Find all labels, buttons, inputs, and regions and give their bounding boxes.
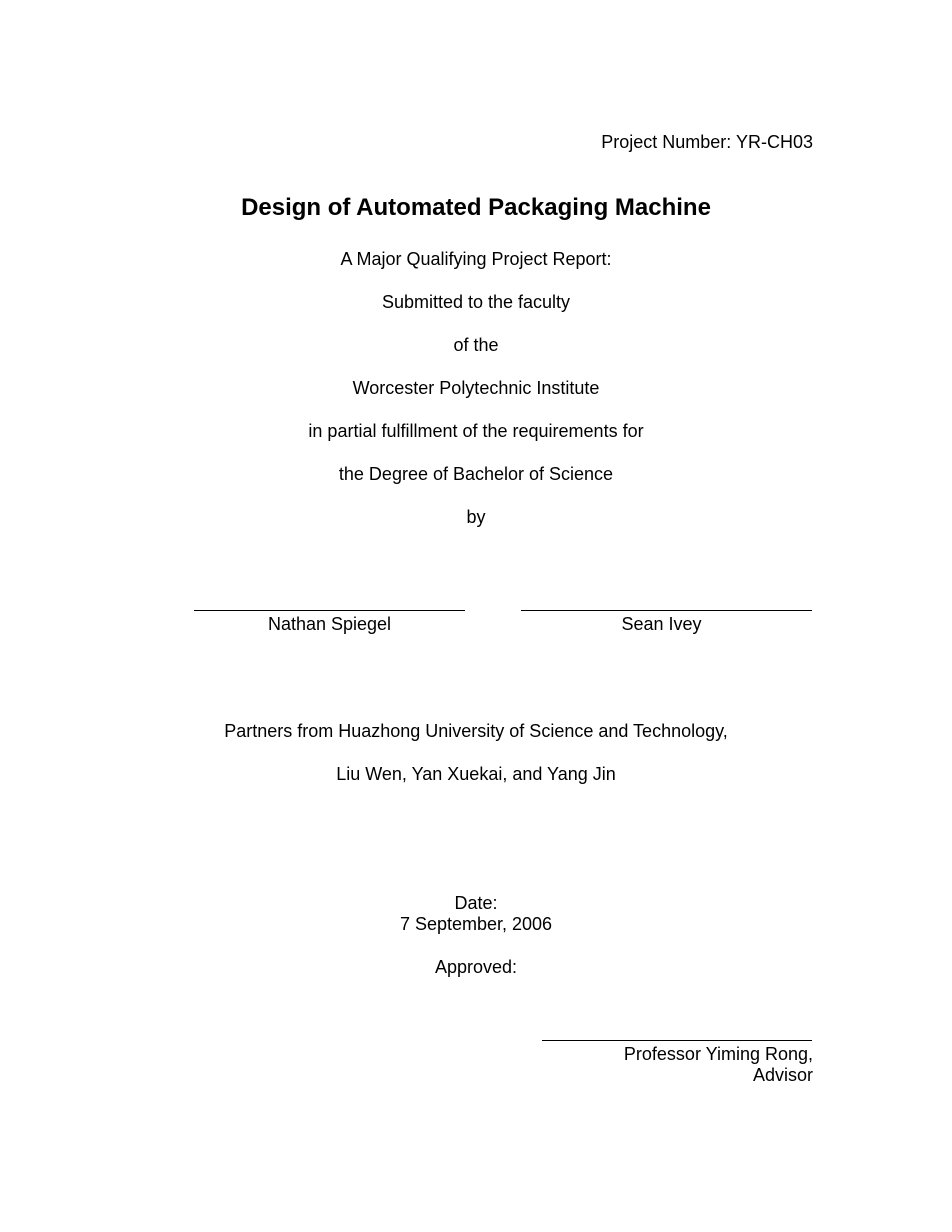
page-title: Design of Automated Packaging Machine xyxy=(241,194,711,221)
submitted-line: Submitted to the faculty xyxy=(381,292,571,312)
of-the-line: of the xyxy=(453,335,499,355)
advisor-name: Professor Yiming Rong, xyxy=(623,1044,813,1064)
partners-intro: Partners from Huazhong University of Science and Technology, xyxy=(224,721,728,741)
signature-line-author-2 xyxy=(521,610,812,611)
by-line: by xyxy=(466,507,486,527)
degree-line: the Degree of Bachelor of Science xyxy=(338,464,614,484)
fulfillment-line: in partial fulfillment of the requirements for xyxy=(308,421,644,441)
author-name-2: Sean Ivey xyxy=(621,614,702,634)
signature-line-advisor xyxy=(542,1040,812,1041)
approved-label: Approved: xyxy=(434,957,518,977)
date-label: Date: xyxy=(454,893,498,913)
signature-line-author-1 xyxy=(194,610,465,611)
institute-line: Worcester Polytechnic Institute xyxy=(352,378,600,398)
advisor-role: Advisor xyxy=(752,1065,813,1085)
partners-names: Liu Wen, Yan Xuekai, and Yang Jin xyxy=(336,764,616,784)
report-type-line: A Major Qualifying Project Report: xyxy=(340,249,612,269)
project-number: Project Number: YR-CH03 xyxy=(601,132,813,152)
date-value: 7 September, 2006 xyxy=(399,914,553,934)
author-name-1: Nathan Spiegel xyxy=(267,614,392,634)
